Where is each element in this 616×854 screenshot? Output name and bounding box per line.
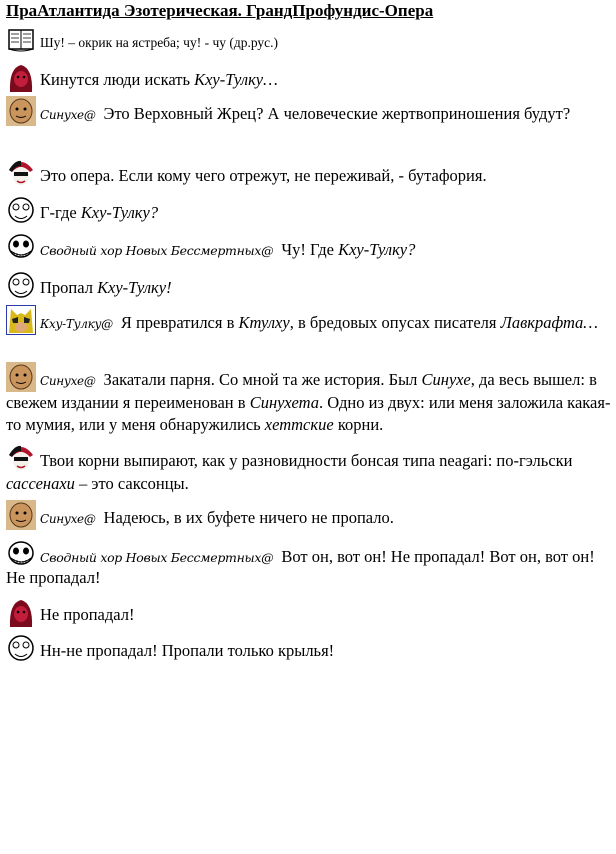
line-text: Вот он, вот он! Не пропадал! Вот он, вот он! — [281, 547, 595, 566]
line-emphasis: Синухета — [249, 393, 320, 412]
document-title: ПраАтлантида Эзотерическая. ГрандПрофундис-Опера — [6, 1, 434, 20]
line-emphasis: Лавкрафта… — [500, 313, 598, 332]
line-text: , в бредовых опусах писателя — [289, 313, 501, 332]
line-text: Это Верховный Жрец? А человеческие жертвоприношения будут? — [103, 104, 571, 123]
dialogue-line-10 — [6, 443, 612, 495]
wolverine-icon — [6, 305, 36, 335]
line-emphasis: хеттские — [264, 415, 334, 434]
harlequin-icon — [6, 443, 36, 473]
dialogue-line-13 — [6, 597, 616, 627]
red-hood-icon — [6, 62, 36, 92]
bald-man-icon — [6, 362, 36, 392]
signature: Синухе@ — [40, 374, 96, 388]
line-text: Надеюсь, в их буфете ничего не пропало. — [103, 508, 394, 527]
line-text: Кинутся люди искать — [40, 70, 195, 89]
skull-face-icon — [6, 270, 36, 300]
line-text: корни. — [333, 415, 384, 434]
signature: Сводный хор Новых Бессмертных@ — [40, 550, 274, 565]
harlequin-icon — [6, 158, 36, 188]
dialogue-line-12-continued — [6, 567, 616, 589]
signature: Синухе@ — [40, 108, 96, 122]
line-emphasis: Кху-Тулку… — [194, 70, 278, 89]
dialogue-line-1 — [6, 24, 616, 54]
dialogue-line-4 — [6, 158, 616, 188]
dialogue-line-8 — [6, 305, 612, 335]
line-emphasis: Кху-Тулку! — [97, 278, 172, 297]
jack-skull-icon — [6, 232, 36, 262]
dialogue-line-14 — [6, 633, 616, 663]
line-emphasis: Синухе — [421, 370, 471, 389]
skull-face-icon — [6, 633, 36, 663]
line-emphasis: Ктулху — [238, 313, 290, 332]
line-text: Твои корни выпирают, как у разновидности бонсая типа neagari: по-гэльски — [40, 451, 573, 470]
line-text: Нн-не пропадал! Пропали только крылья! — [40, 641, 335, 660]
line-text: Закатали парня. Со мной та же история. Был — [103, 370, 422, 389]
line-text: Это опера. Если кому чего отрежут, не переживай, - бутафория. — [40, 166, 487, 185]
dialogue-line-5 — [6, 195, 616, 225]
dialogue-line-6 — [6, 232, 616, 262]
signature: Синухе@ — [40, 512, 96, 526]
line-text: – это саксонцы. — [74, 474, 189, 493]
dialogue-line-12 — [6, 539, 616, 569]
line-text: . Одно из двух: или меня заложила какая-то мумия, или у меня обнаружились — [6, 393, 611, 434]
line-emphasis: Кху-Тулку? — [338, 240, 416, 259]
line-text: Не пропадал! — [40, 605, 135, 624]
line-emphasis: Кху-Тулку? — [80, 203, 159, 222]
bald-man-icon — [6, 96, 36, 126]
line-text: Шу! – окрик на ястреба; чу! - чу (др.рус.) — [40, 35, 279, 50]
line-text: Пропал — [40, 278, 98, 297]
skull-face-icon — [6, 195, 36, 225]
jack-skull-icon — [6, 539, 36, 569]
line-text: Не пропадал! — [6, 568, 101, 587]
signature: Кху-Тулку@ — [40, 317, 113, 331]
dialogue-line-2 — [6, 62, 616, 92]
line-text: Я превратился в — [120, 313, 239, 332]
bald-man-icon — [6, 500, 36, 530]
line-text: Чу! Где — [281, 240, 339, 259]
dialogue-line-9 — [6, 362, 612, 436]
signature: Сводный хор Новых Бессмертных@ — [40, 243, 274, 258]
line-text: , да весь вышел: в свежем издании я переименован в — [6, 370, 597, 412]
red-hood-icon — [6, 597, 36, 627]
dialogue-line-11 — [6, 500, 616, 530]
book-icon — [6, 24, 36, 54]
line-emphasis: сассенахи — [6, 474, 75, 493]
dialogue-line-3 — [6, 96, 612, 126]
dialogue-line-7 — [6, 270, 616, 300]
line-text: Г-где — [40, 203, 81, 222]
